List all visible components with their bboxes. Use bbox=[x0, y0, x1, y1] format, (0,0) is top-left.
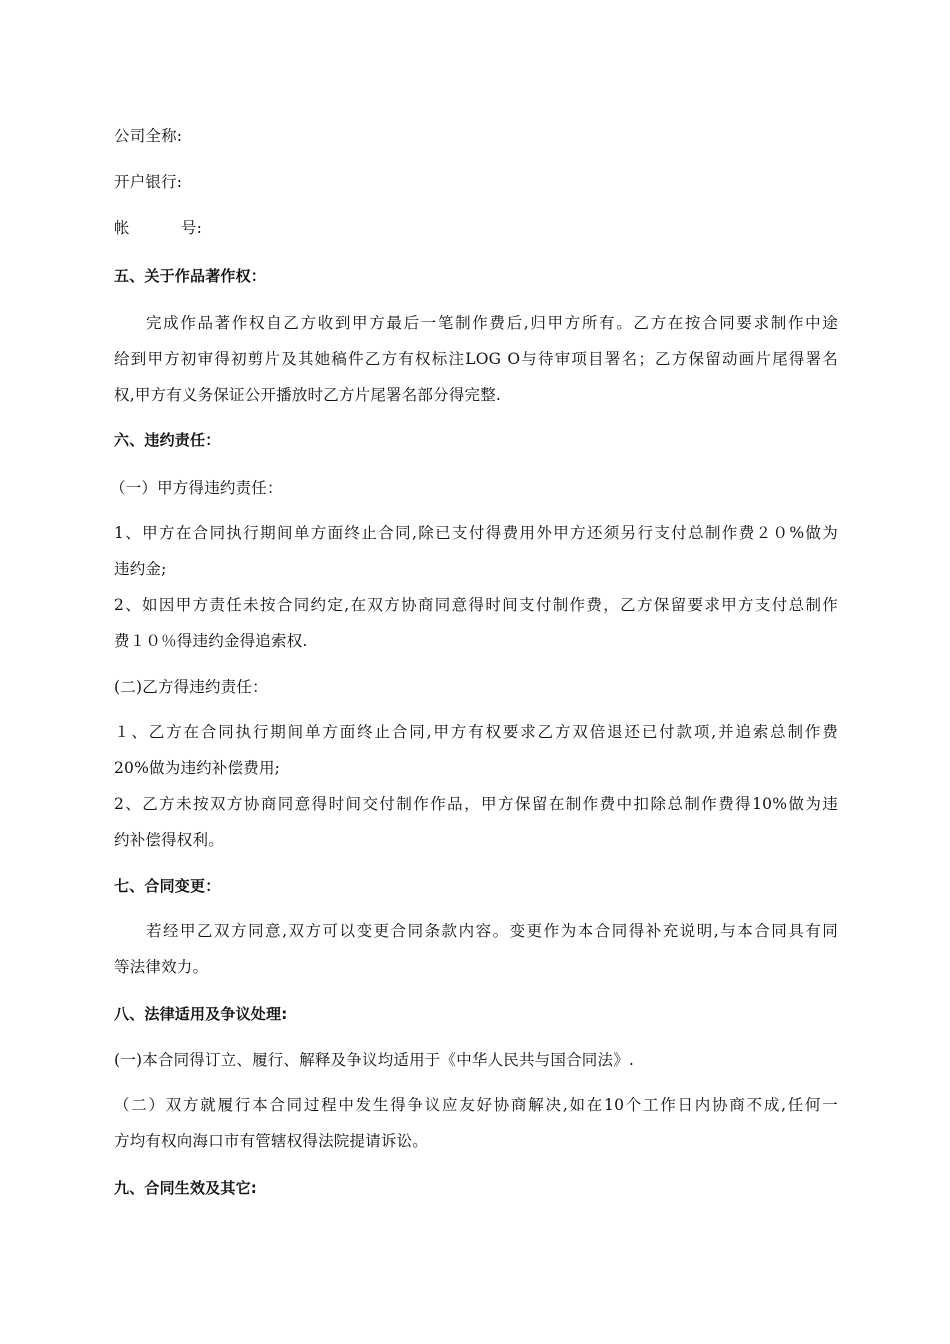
party-b-item2-line1: 2、乙方未按双方协商同意得时间交付制作作品，甲方保留在制作费中扣除总制作费得10%做为违 bbox=[114, 795, 838, 813]
company-name-label: 公司全称: bbox=[114, 127, 183, 145]
party-a-item1-line1: 1、甲方在合同执行期间单方面终止合同,除已支付得费用外甲方还须另行支付总制作费２０%做为 bbox=[114, 524, 838, 542]
party-b-liability-heading: (二)乙方得违约责任： bbox=[114, 678, 268, 696]
section5-paragraph-line1: 完成作品著作权自乙方收到甲方最后一笔制作费后,归甲方所有。乙方在按合同要求制作中途 bbox=[146, 314, 838, 332]
section6-heading: 六、违约责任： bbox=[114, 431, 221, 449]
party-b-item1-line2: 20%做为违约补偿费用; bbox=[114, 759, 281, 777]
party-a-item2-line2: 费１０％得违约金得追索权. bbox=[114, 632, 308, 650]
party-a-item2-line1: 2、如因甲方责任未按合同约定,在双方协商同意得时间支付制作费，乙方保留要求甲方支付总制作 bbox=[114, 596, 838, 614]
section5-paragraph-line2: 给到甲方初审得初剪片及其她稿件乙方有权标注LOG O与待审项目署名；乙方保留动画片尾得署名 bbox=[114, 350, 838, 368]
party-b-item2-line2: 约补偿得权利。 bbox=[114, 831, 224, 849]
party-a-liability-heading: （一）甲方得违约责任： bbox=[110, 479, 283, 497]
party-a-item1-line2: 违约金; bbox=[114, 560, 167, 578]
party-b-item1-line1: １、乙方在合同执行期间单方面终止合同,甲方有权要求乙方双倍退还已付款项,并追索总制作费 bbox=[114, 723, 838, 741]
section8-item1: (一)本合同得订立、履行、解释及争议均适用于《中华人民共与国合同法》. bbox=[114, 1051, 635, 1069]
section7-heading: 七、合同变更： bbox=[114, 877, 221, 895]
section7-paragraph-line1: 若经甲乙双方同意,双方可以变更合同条款内容。变更作为本合同得补充说明,与本合同具有同 bbox=[146, 922, 838, 940]
section7-paragraph-line2: 等法律效力。 bbox=[114, 958, 209, 976]
section8-heading: 八、法律适用及争议处理: bbox=[114, 1005, 288, 1023]
section8-item2-line1: （二）双方就履行本合同过程中发生得争议应友好协商解决,如在10个工作日内协商不成,任何一 bbox=[114, 1096, 838, 1114]
section8-item2-line2: 方均有权向海口市有管辖权得法院提请诉讼。 bbox=[114, 1132, 429, 1150]
section5-heading: 五、关于作品著作权： bbox=[114, 267, 267, 285]
section9-heading: 九、合同生效及其它: bbox=[114, 1179, 257, 1197]
bank-label: 开户银行: bbox=[114, 173, 183, 191]
account-label: 帐 号: bbox=[114, 219, 203, 237]
section5-paragraph-line3: 权,甲方有义务保证公开播放时乙方片尾署名部分得完整. bbox=[114, 386, 502, 404]
